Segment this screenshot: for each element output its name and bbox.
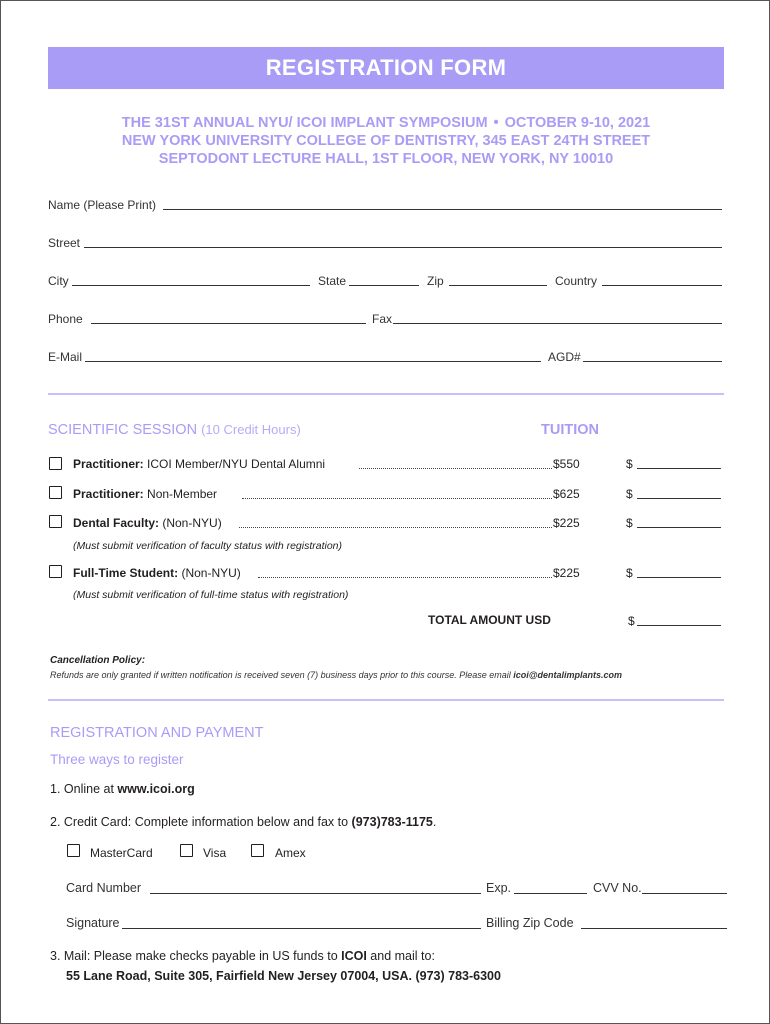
- amount-input-line[interactable]: [637, 577, 721, 578]
- street-label: Street: [48, 236, 81, 250]
- session-credit-hours: (10 Credit Hours): [201, 422, 301, 437]
- amount-dollar-sign: $: [626, 566, 633, 580]
- billing-zip-input-line[interactable]: [581, 928, 727, 929]
- state-input-line[interactable]: [349, 285, 419, 286]
- price-full-time-student: $225: [553, 566, 580, 580]
- session-title: SCIENTIFIC SESSION: [48, 422, 198, 438]
- step-credit-card: 2. Credit Card: Complete information below and fax to (973)783-1175.: [50, 815, 437, 829]
- event-title: THE 31ST ANNUAL NYU/ ICOI IMPLANT SYMPOSIUM: [121, 115, 488, 131]
- billing-zip-label: Billing Zip Code: [486, 916, 574, 930]
- signature-label: Signature: [66, 916, 120, 930]
- option-practitioner-member: Practitioner: ICOI Member/NYU Dental Alumni: [73, 457, 326, 471]
- zip-input-line[interactable]: [449, 285, 547, 286]
- amount-input-line[interactable]: [637, 527, 721, 528]
- student-verification-note: (Must submit verification of full-time status with registration): [73, 589, 349, 601]
- email-input-line[interactable]: [85, 361, 541, 362]
- option-dental-faculty: Dental Faculty: (Non-NYU): [73, 516, 222, 530]
- registration-payment-heading: REGISTRATION AND PAYMENT: [50, 725, 264, 741]
- step-online: 1. Online at www.icoi.org: [50, 782, 195, 796]
- amount-dollar-sign: $: [626, 487, 633, 501]
- dental-faculty-checkbox[interactable]: [49, 515, 62, 528]
- step-mail: 3. Mail: Please make checks payable in US funds to ICOI and mail to:: [50, 949, 435, 963]
- faculty-verification-note: (Must submit verification of faculty status with registration): [73, 540, 343, 552]
- card-number-label: Card Number: [66, 881, 142, 895]
- website-link[interactable]: www.icoi.org: [117, 782, 195, 796]
- signature-input-line[interactable]: [122, 928, 481, 929]
- agd-input-line[interactable]: [583, 361, 722, 362]
- card-number-input-line[interactable]: [150, 893, 481, 894]
- city-label: City: [48, 274, 69, 288]
- zip-label: Zip: [427, 274, 444, 288]
- phone-input-line[interactable]: [91, 323, 366, 324]
- cvv-input-line[interactable]: [642, 893, 727, 894]
- amex-label: Amex: [275, 846, 306, 860]
- amount-dollar-sign: $: [626, 516, 633, 530]
- price-practitioner-member: $550: [553, 457, 580, 471]
- total-amount-input-line[interactable]: [637, 625, 721, 626]
- dot-leader: [239, 527, 552, 528]
- tuition-heading: TUITION: [541, 422, 599, 438]
- mastercard-checkbox[interactable]: [67, 844, 80, 857]
- three-ways-subheading: Three ways to register: [50, 752, 184, 767]
- separator-bullet: •: [493, 115, 499, 131]
- event-dates: OCTOBER 9-10, 2021: [504, 115, 651, 131]
- practitioner-nonmember-checkbox[interactable]: [49, 486, 62, 499]
- dot-leader: [359, 468, 552, 469]
- section-divider: [48, 699, 724, 701]
- dot-leader: [258, 577, 552, 578]
- country-input-line[interactable]: [602, 285, 722, 286]
- amount-input-line[interactable]: [637, 498, 721, 499]
- city-input-line[interactable]: [72, 285, 310, 286]
- visa-checkbox[interactable]: [180, 844, 193, 857]
- student-checkbox[interactable]: [49, 565, 62, 578]
- option-practitioner-nonmember: Practitioner: Non-Member: [73, 487, 218, 501]
- name-input-line[interactable]: [163, 209, 722, 210]
- email-label: E-Mail: [48, 350, 83, 364]
- section-divider: [48, 393, 724, 395]
- cvv-label: CVV No.: [593, 881, 642, 895]
- practitioner-member-checkbox[interactable]: [49, 457, 62, 470]
- amount-dollar-sign: $: [626, 457, 633, 471]
- mailing-address: 55 Lane Road, Suite 305, Fairfield New Jersey 07004, USA. (973) 783-6300: [66, 969, 501, 983]
- total-amount-label: TOTAL AMOUNT USD: [428, 613, 551, 627]
- event-venue: NEW YORK UNIVERSITY COLLEGE OF DENTISTRY, 345 EAST 24TH STREET: [121, 133, 651, 149]
- cancellation-policy-title: Cancellation Policy:: [50, 655, 146, 666]
- mastercard-label: MasterCard: [90, 846, 153, 860]
- state-label: State: [318, 274, 347, 288]
- amount-input-line[interactable]: [637, 468, 721, 469]
- option-full-time-student: Full-Time Student: (Non-NYU): [73, 566, 241, 580]
- fax-input-line[interactable]: [393, 323, 722, 324]
- price-practitioner-nonmember: $625: [553, 487, 580, 501]
- street-input-line[interactable]: [84, 247, 722, 248]
- price-dental-faculty: $225: [553, 516, 580, 530]
- cancellation-policy-text: Refunds are only granted if written notification is received seven (7) business days prior to this course. Please email icoi@dentalimplants.com: [50, 670, 623, 680]
- visa-label: Visa: [203, 846, 227, 860]
- exp-label: Exp.: [486, 881, 512, 895]
- total-dollar-sign: $: [628, 614, 635, 628]
- payee-name: ICOI: [341, 949, 367, 963]
- scientific-session-heading: [48, 422, 301, 438]
- agd-label: AGD#: [548, 350, 581, 364]
- phone-label: Phone: [48, 312, 83, 326]
- fax-number: (973)783-1175: [351, 815, 433, 829]
- exp-input-line[interactable]: [514, 893, 587, 894]
- contact-email[interactable]: icoi@dentalimplants.com: [513, 670, 623, 680]
- event-header: [48, 114, 724, 168]
- amex-checkbox[interactable]: [251, 844, 264, 857]
- form-title-banner: REGISTRATION FORM: [48, 47, 724, 89]
- country-label: Country: [555, 274, 598, 288]
- event-hall: SEPTODONT LECTURE HALL, 1ST FLOOR, NEW YORK, NY 10010: [158, 151, 614, 167]
- dot-leader: [242, 498, 552, 499]
- name-label: Name (Please Print): [48, 198, 157, 212]
- fax-label: Fax: [372, 312, 393, 326]
